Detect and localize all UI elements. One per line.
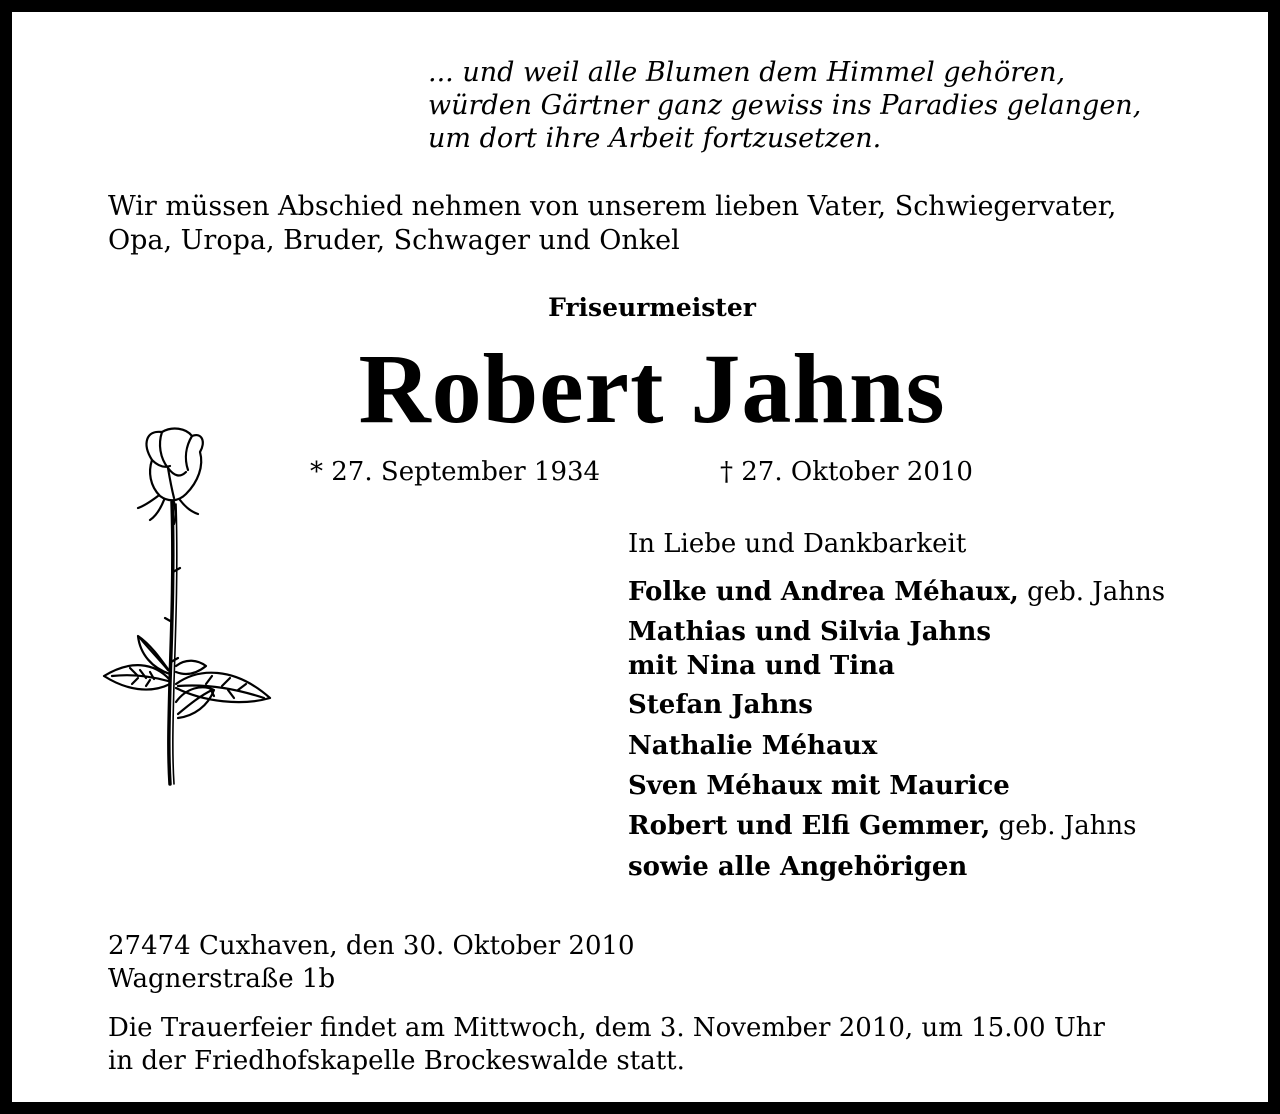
family-name: mit Nina und Tina [628, 651, 895, 681]
signoff-text: In Liebe und Dankbarkeit [628, 529, 967, 559]
poem-quote [428, 56, 1141, 155]
family-member [628, 575, 1165, 609]
address-block [108, 930, 635, 996]
family-note: geb. Jahns [990, 811, 1137, 841]
intro-line: Opa, Uropa, Bruder, Schwager und Onkel [108, 225, 680, 256]
family-name: Mathias und Silvia Jahns [628, 617, 991, 647]
family-name: Stefan Jahns [628, 690, 813, 720]
family-member [628, 850, 967, 884]
poem-line: ... und weil alle Blumen dem Himmel gehören, [428, 57, 1066, 88]
place-date: 27474 Cuxhaven, den 30. Oktober 2010 [108, 931, 635, 961]
family-member [628, 729, 877, 763]
family-member [628, 809, 1137, 843]
family-name: Nathalie Méhaux [628, 731, 878, 761]
street-address: Wagnerstraße 1b [108, 964, 336, 994]
family-member [628, 615, 991, 649]
poem-line: würden Gärtner ganz gewiss ins Paradies gelangen, [428, 90, 1142, 121]
rose-icon [94, 422, 279, 797]
funeral-line: Die Trauerfeier findet am Mittwoch, dem 3. November 2010, um 15.00 Uhr [108, 1013, 1105, 1043]
family-name: Robert und Elfi Gemmer, [628, 811, 991, 841]
poem-line: um dort ihre Arbeit fortzusetzen. [428, 123, 882, 154]
deceased-name: Robert Jahns [358, 333, 946, 444]
family-member [628, 688, 813, 722]
family-member [628, 769, 1010, 803]
birth-date: * 27. September 1934 [310, 457, 601, 487]
intro-line: Wir müssen Abschied nehmen von unserem lieben Vater, Schwiegervater, [108, 191, 1117, 222]
intro-text [108, 190, 1116, 258]
death-date: † 27. Oktober 2010 [720, 457, 973, 487]
funeral-info [108, 1012, 1105, 1078]
family-name: Sven Méhaux mit Maurice [628, 771, 1010, 801]
family-note: geb. Jahns [1018, 577, 1166, 607]
profession-title: Friseurmeister [548, 293, 756, 322]
family-member [628, 649, 895, 683]
funeral-line: in der Friedhofskapelle Brockeswalde statt. [108, 1046, 685, 1076]
family-name: Folke und Andrea Méhaux, [628, 577, 1019, 607]
family-name: sowie alle Angehörigen [628, 852, 968, 882]
